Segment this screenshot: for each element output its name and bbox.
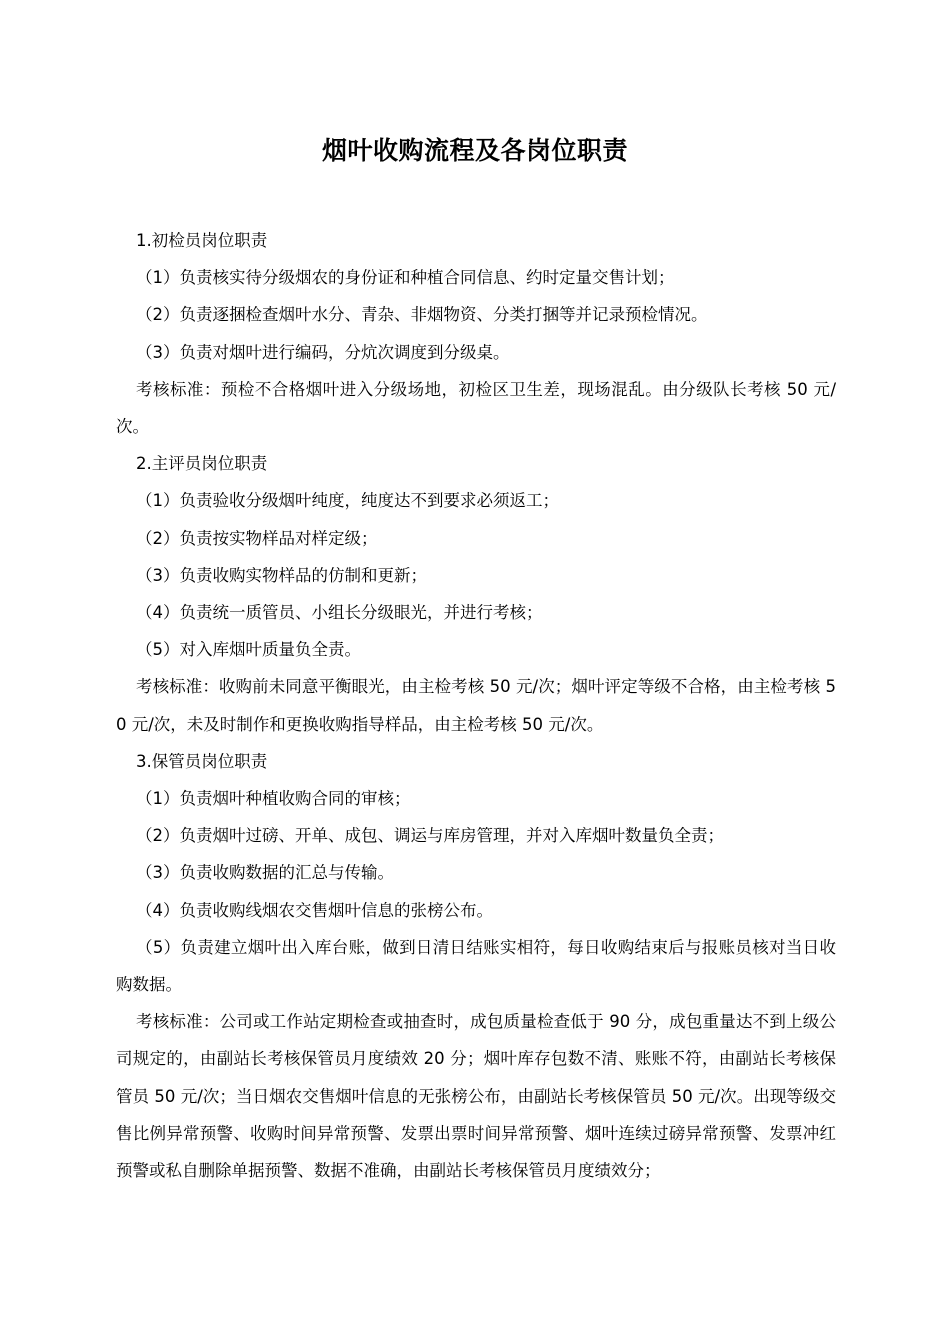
duty-item: （4）负责收购线烟农交售烟叶信息的张榜公布。 xyxy=(136,900,493,920)
assessment-standard: 考核标准：公司或工作站定期检查或抽查时，成包质量检查低于 90 分，成包重量达不到上级公司规定的，由副站长考核保管员月度绩效 20 分；烟叶库存包数不清、账账不符，由副站长考核保管员 50 元/次；当日烟农交售烟叶信息的无张榜公布，由副站长考核保管员 50 元/次。出现等级交售比例异常预警、收购时间异常预警、发票出票时间异常预警、烟叶连续过磅异常预警、发票冲红预警或私自删除单据预警、数据不准确，由副站长考核保管员月度绩效分； xyxy=(116,1012,836,1181)
duty-item: （1）负责核实待分级烟农的身份证和种植合同信息、约时定量交售计划； xyxy=(136,268,675,288)
duty-item: （1）负责烟叶种植收购合同的审核； xyxy=(136,789,411,809)
duty-item: （2）负责按实物样品对样定级； xyxy=(136,528,378,548)
duty-item: （2）负责烟叶过磅、开单、成包、调运与库房管理，并对入库烟叶数量负全责； xyxy=(136,826,724,846)
document-title: 烟叶收购流程及各岗位职责 xyxy=(321,136,628,165)
assessment-standard: 考核标准：预检不合格烟叶进入分级场地，初检区卫生差，现场混乱。由分级队长考核 50 元/次。 xyxy=(116,379,836,437)
duty-item: （5）对入库烟叶质量负全责。 xyxy=(136,640,361,660)
duty-item: （3）负责收购实物样品的仿制和更新； xyxy=(136,565,427,585)
section-heading-chief-grader: 2.主评员岗位职责 xyxy=(136,454,268,474)
duty-item: （3）负责收购数据的汇总与传输。 xyxy=(136,863,394,883)
duty-item: （4）负责统一质管员、小组长分级眼光，并进行考核； xyxy=(136,603,543,623)
duty-item: （5）负责建立烟叶出入库台账，做到日清日结账实相符，每日收购结束后与报账员核对当日收购数据。 xyxy=(116,937,836,995)
section-heading-custodian: 3.保管员岗位职责 xyxy=(136,751,268,771)
document-body xyxy=(116,222,836,1189)
assessment-standard: 考核标准：收购前未同意平衡眼光，由主检考核 50 元/次；烟叶评定等级不合格，由主检考核 50 元/次，未及时制作和更换收购指导样品，由主检考核 50 元/次。 xyxy=(116,677,836,734)
duty-item: （3）负责对烟叶进行编码，分炕次调度到分级桌。 xyxy=(136,342,510,362)
duty-item: （1）负责验收分级烟叶纯度，纯度达不到要求必须返工； xyxy=(136,491,559,511)
duty-item: （2）负责逐捆检查烟叶水分、青杂、非烟物资、分类打捆等并记录预检情况。 xyxy=(136,305,708,325)
section-heading-inspector: 1.初检员岗位职责 xyxy=(136,231,268,250)
